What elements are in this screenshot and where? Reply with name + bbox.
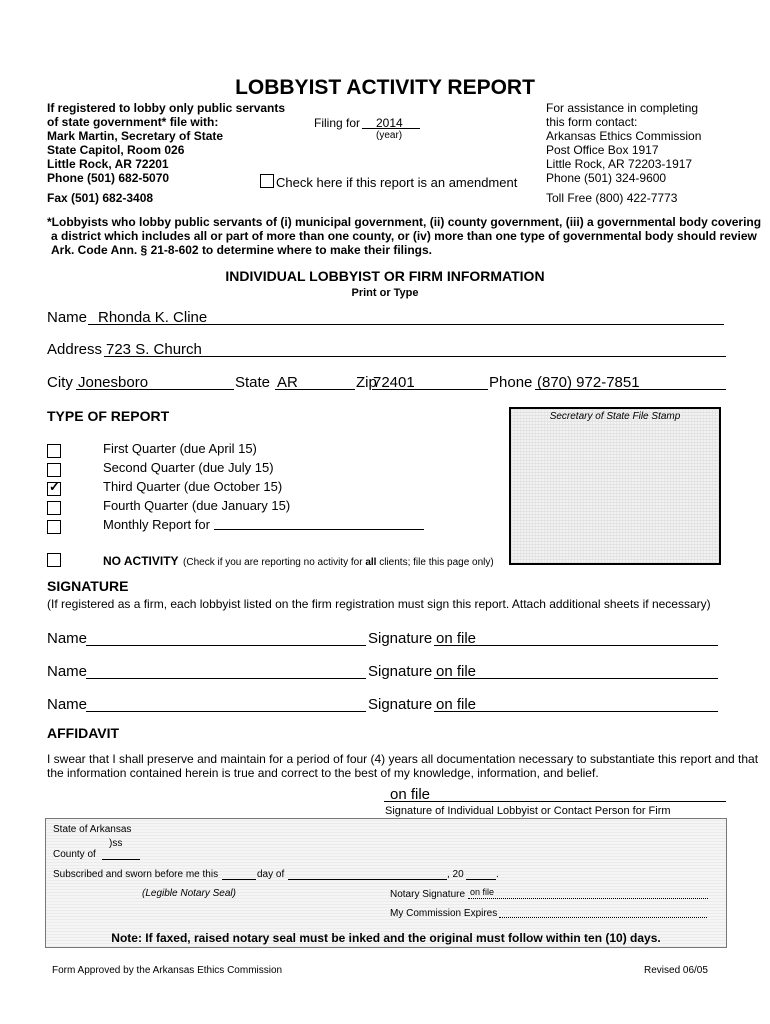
checkmark-icon: ✓ xyxy=(49,479,60,494)
info-section-subheading: Print or Type xyxy=(351,287,419,299)
fourth-quarter-checkbox[interactable] xyxy=(47,501,61,515)
zip-field[interactable]: 72401 xyxy=(373,374,415,391)
signer-name-label: Name xyxy=(47,696,88,713)
amendment-checkbox[interactable] xyxy=(260,174,274,188)
filing-address-line: Mark Martin, Secretary of State xyxy=(47,129,224,143)
zip-label: Zip xyxy=(356,374,377,391)
footer-revised: Revised 06/05 xyxy=(644,965,708,976)
phone-field[interactable]: (870) 972-7851 xyxy=(537,374,640,391)
first-quarter-label: First Quarter (due April 15) xyxy=(103,441,257,456)
notary-county-field[interactable] xyxy=(102,859,140,860)
notary-subscribed-label: Subscribed and sworn before me this xyxy=(53,869,219,880)
notary-state: State of Arkansas xyxy=(53,824,132,835)
assistance-line: Little Rock, AR 72203-1917 xyxy=(546,157,693,171)
filing-address-line: Phone (501) 682-5070 xyxy=(47,171,170,185)
footer-approval: Form Approved by the Arkansas Ethics Commission xyxy=(52,965,283,976)
filing-address-line: Little Rock, AR 72201 xyxy=(47,157,169,171)
notary-fax-note: Note: If faxed, raised notary seal must be inked and the original must follow within ten (10) days. xyxy=(111,931,661,945)
affidavit-signature-caption: Signature of Individual Lobbyist or Contact Person for Firm xyxy=(385,805,671,817)
notary-county-label: County of xyxy=(53,849,96,860)
second-quarter-checkbox[interactable] xyxy=(47,463,61,477)
filing-address-line: If registered to lobby only public servants xyxy=(47,101,286,115)
signature-field[interactable]: on file xyxy=(436,630,477,647)
assistance-toll-free: Toll Free (800) 422-7773 xyxy=(546,191,678,205)
notary-commission-field[interactable] xyxy=(499,917,707,918)
state-label: State xyxy=(235,374,271,391)
page-title: LOBBYIST ACTIVITY REPORT xyxy=(235,76,535,99)
state-field[interactable]: AR xyxy=(277,374,298,391)
filing-for-label: Filing for xyxy=(314,116,361,130)
affidavit-heading: AFFIDAVIT xyxy=(47,725,120,741)
file-stamp-caption: Secretary of State File Stamp xyxy=(549,411,681,422)
signature-label: Signature xyxy=(368,663,433,680)
filing-fax: Fax (501) 682-3408 xyxy=(47,191,154,205)
signer-name-field[interactable] xyxy=(86,678,366,679)
phone-label: Phone xyxy=(489,374,533,391)
assistance-line: Phone (501) 324-9600 xyxy=(546,171,667,185)
notary-month-field[interactable] xyxy=(288,879,447,880)
signature-label: Signature xyxy=(368,630,433,647)
affidavit-text-line: I swear that I shall preserve and maintain for a period of four (4) years all documentation necessary to substantiate this report and that xyxy=(47,752,759,766)
assistance-line: For assistance in completing xyxy=(546,101,699,115)
signature-heading: SIGNATURE xyxy=(47,578,129,594)
name-field[interactable]: Rhonda K. Cline xyxy=(98,309,208,326)
city-field[interactable]: Jonesboro xyxy=(78,374,149,391)
filing-address-line: State Capitol, Room 026 xyxy=(47,143,185,157)
signature-note: (If registered as a firm, each lobbyist listed on the firm registration must sign this report. Attach additional sheets if necessary) xyxy=(47,597,711,611)
footnote-line: *Lobbyists who lobby public servants of (i) municipal government, (ii) county government, (iii) a governmental body covering xyxy=(47,215,762,229)
signer-name-field[interactable] xyxy=(86,711,366,712)
second-quarter-label: Second Quarter (due July 15) xyxy=(103,460,274,475)
signature-field[interactable]: on file xyxy=(436,696,477,713)
assistance-line: Post Office Box 1917 xyxy=(546,143,659,157)
signature-field[interactable]: on file xyxy=(436,663,477,680)
notary-day-field[interactable] xyxy=(222,879,256,880)
monthly-report-checkbox[interactable] xyxy=(47,520,61,534)
affidavit-signature-field[interactable]: on file xyxy=(390,786,431,803)
notary-year-prefix: , 20 xyxy=(447,869,464,880)
footnote-line: a district which includes all or part of more than one county, or (iv) more than one type of governmental body should review xyxy=(51,229,757,243)
address-field[interactable]: 723 S. Church xyxy=(106,341,202,358)
address-label: Address xyxy=(47,341,103,358)
signer-name-label: Name xyxy=(47,663,88,680)
city-label: City xyxy=(47,374,73,391)
name-label: Name xyxy=(47,309,88,326)
signer-name-label: Name xyxy=(47,630,88,647)
no-activity-label: NO ACTIVITY xyxy=(103,554,179,568)
file-stamp-box xyxy=(509,407,721,565)
assistance-line: this form contact: xyxy=(546,115,638,129)
notary-ss: )ss xyxy=(109,838,123,849)
notary-box xyxy=(45,818,727,948)
amendment-label: Check here if this report is an amendment xyxy=(276,175,518,190)
notary-day-of-label: day of xyxy=(257,869,285,880)
third-quarter-checkbox[interactable] xyxy=(47,479,61,496)
affidavit-text-line: the information contained herein is true and correct to the best of my knowledge, information, and belief. xyxy=(47,766,599,780)
notary-year-field[interactable] xyxy=(466,879,496,880)
assistance-line: Arkansas Ethics Commission xyxy=(546,129,702,143)
third-quarter-label: Third Quarter (due October 15) xyxy=(103,479,283,494)
notary-seal-label: (Legible Notary Seal) xyxy=(142,888,236,899)
first-quarter-checkbox[interactable] xyxy=(47,444,61,458)
notary-signature-label: Notary Signature xyxy=(390,889,466,900)
monthly-report-field[interactable] xyxy=(214,529,424,530)
signature-label: Signature xyxy=(368,696,433,713)
notary-signature-field[interactable]: on file xyxy=(470,887,495,897)
info-section-heading: INDIVIDUAL LOBBYIST OR FIRM INFORMATION xyxy=(225,268,545,284)
notary-year-suffix: . xyxy=(496,869,499,880)
type-of-report-heading: TYPE OF REPORT xyxy=(47,408,170,424)
notary-commission-label: My Commission Expires xyxy=(390,908,498,919)
filing-year-field[interactable]: 2014 xyxy=(376,116,403,130)
no-activity-checkbox[interactable] xyxy=(47,553,61,567)
no-activity-note: (Check if you are reporting no activity for all clients; file this page only) xyxy=(183,557,494,568)
fourth-quarter-label: Fourth Quarter (due January 15) xyxy=(103,498,291,513)
filing-year-caption: (year) xyxy=(376,130,403,141)
footnote-line: Ark. Code Ann. § 21-8-602 to determine where to make their filings. xyxy=(51,243,432,257)
no-activity-row xyxy=(103,552,494,570)
monthly-report-label: Monthly Report for xyxy=(103,517,210,532)
filing-address-line: of state government* file with: xyxy=(47,115,219,129)
signer-name-field[interactable] xyxy=(86,645,366,646)
